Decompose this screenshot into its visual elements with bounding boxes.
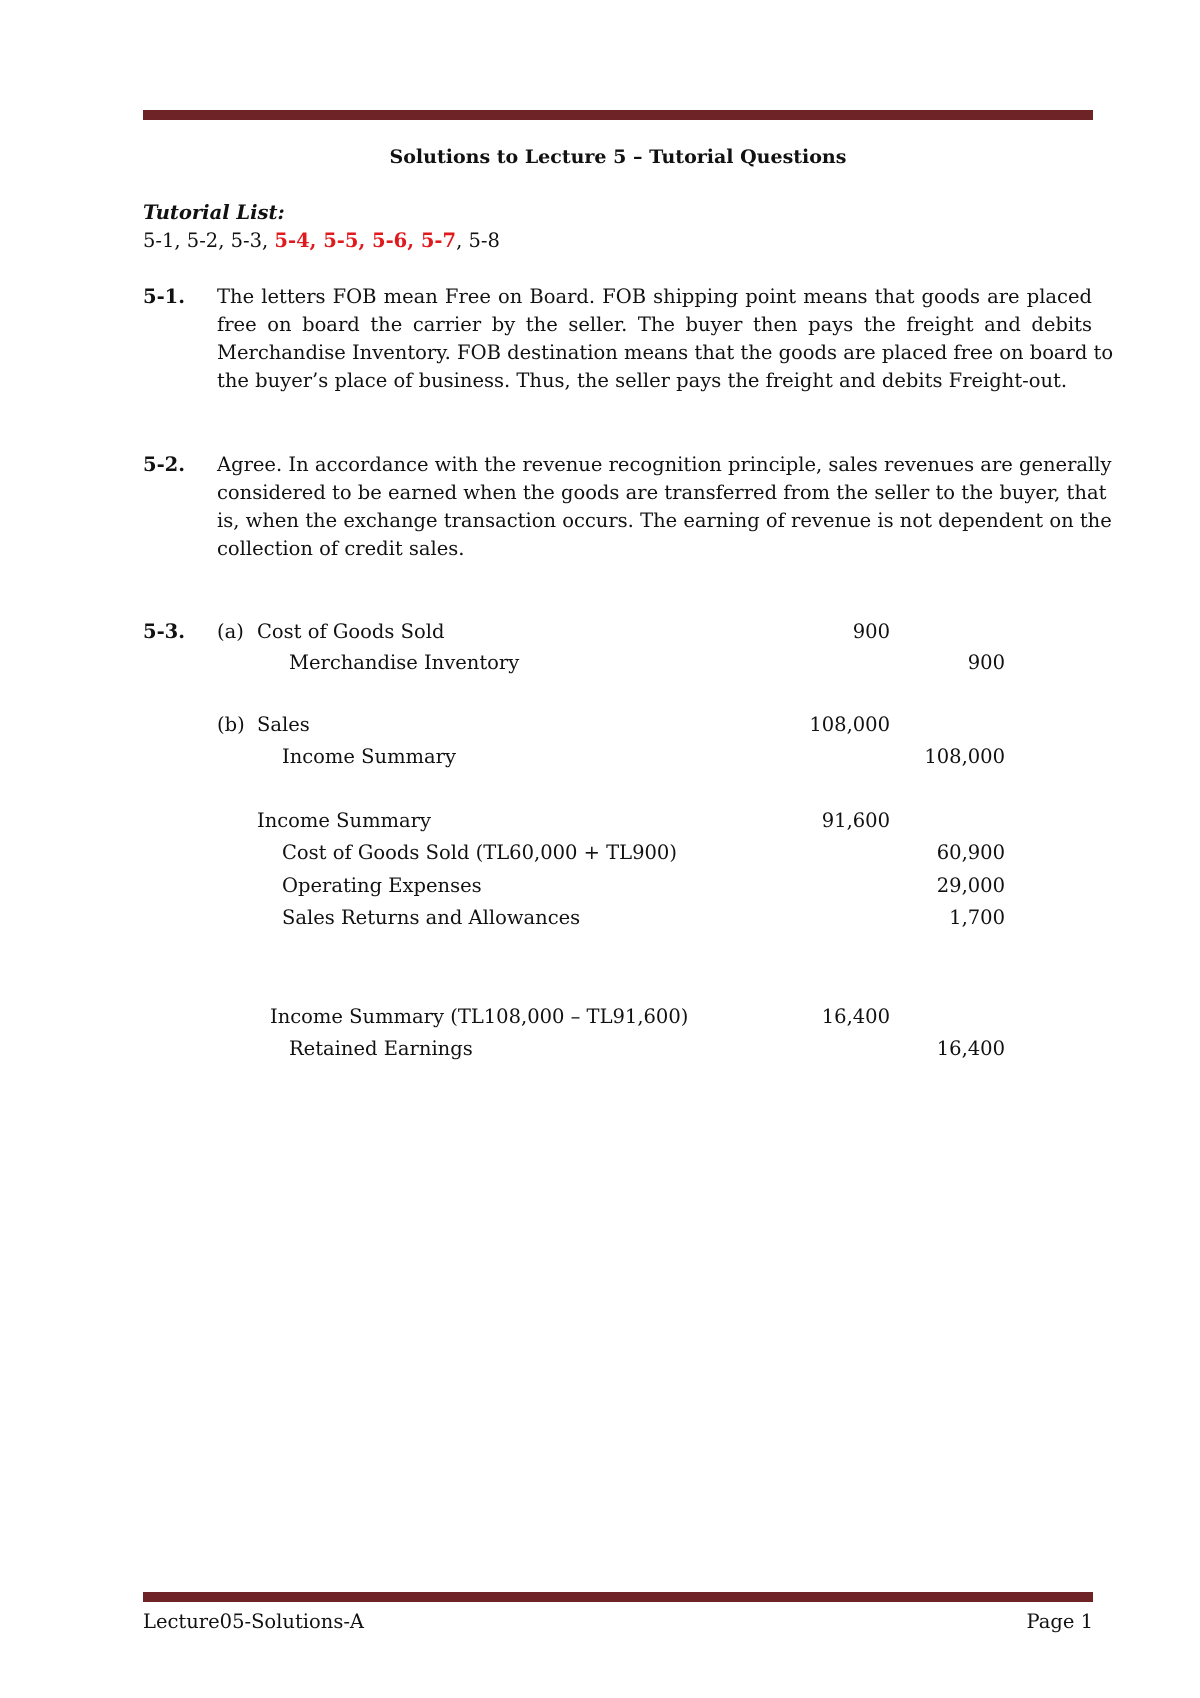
- debit-amount: 108,000: [809, 713, 890, 736]
- answer-5-1: [217, 283, 1114, 395]
- answer-line: Agree. In accordance with the revenue recognition principle, sales revenues are generally: [217, 453, 1112, 476]
- answer-line: collection of credit sales.: [217, 537, 465, 560]
- answer-line: the buyer’s place of business. Thus, the seller pays the freight and debits Freight-out.: [217, 369, 1068, 392]
- journal-account: Cost of Goods Sold (TL60,000 + TL900): [282, 841, 677, 864]
- credit-amount: 16,400: [936, 1037, 1005, 1060]
- debit-amount: 900: [852, 620, 890, 643]
- question-number-5-1: 5-1.: [143, 285, 186, 308]
- answer-line: is, when the exchange transaction occurs. The earning of revenue is not dependent on the: [217, 509, 1112, 532]
- footer-rule: [143, 1592, 1093, 1602]
- journal-account: Income Summary: [257, 809, 432, 832]
- answer-5-2: [217, 451, 1112, 563]
- tutorial-list-label: Tutorial List:: [143, 201, 285, 224]
- journal-account: Retained Earnings: [289, 1037, 473, 1060]
- header-rule: [143, 110, 1093, 120]
- tutorial-items-plain: 5-1, 5-2, 5-3,: [143, 229, 275, 252]
- credit-amount: 900: [967, 651, 1005, 674]
- journal-account: Sales: [257, 713, 310, 736]
- journal-account: Sales Returns and Allowances: [282, 906, 581, 929]
- debit-amount: 16,400: [821, 1005, 890, 1028]
- journal-account: Operating Expenses: [282, 874, 482, 897]
- credit-amount: 60,900: [936, 841, 1005, 864]
- part-a-label: (a): [217, 620, 244, 643]
- answer-line: considered to be earned when the goods are transferred from the seller to the buyer, that: [217, 481, 1107, 504]
- footer-page-number: Page 1: [1026, 1610, 1093, 1633]
- question-number-5-2: 5-2.: [143, 453, 186, 476]
- journal-account: Cost of Goods Sold: [257, 620, 445, 643]
- journal-account: Income Summary (TL108,000 – TL91,600): [270, 1005, 689, 1028]
- answer-line: Merchandise Inventory. FOB destination means that the goods are placed free on board to: [217, 341, 1114, 364]
- footer-document-name: Lecture05-Solutions-A: [143, 1610, 365, 1633]
- question-number-5-3: 5-3.: [143, 620, 186, 643]
- part-b-label: (b): [217, 713, 245, 736]
- tutorial-items-plain-end: , 5-8: [456, 229, 500, 252]
- credit-amount: 29,000: [936, 874, 1005, 897]
- page-title: Solutions to Lecture 5 – Tutorial Questions: [389, 146, 847, 168]
- tutorial-items-highlighted: 5-4, 5-5, 5-6, 5-7: [274, 229, 457, 252]
- credit-amount: 1,700: [949, 906, 1005, 929]
- journal-account: Merchandise Inventory: [289, 651, 520, 674]
- answer-line: free on board the carrier by the seller. The buyer then pays the freight and debits: [217, 313, 1092, 336]
- debit-amount: 91,600: [821, 809, 890, 832]
- answer-line: The letters FOB mean Free on Board. FOB shipping point means that goods are placed: [217, 285, 1092, 308]
- journal-account: Income Summary: [282, 745, 457, 768]
- credit-amount: 108,000: [924, 745, 1005, 768]
- tutorial-list: [143, 227, 500, 255]
